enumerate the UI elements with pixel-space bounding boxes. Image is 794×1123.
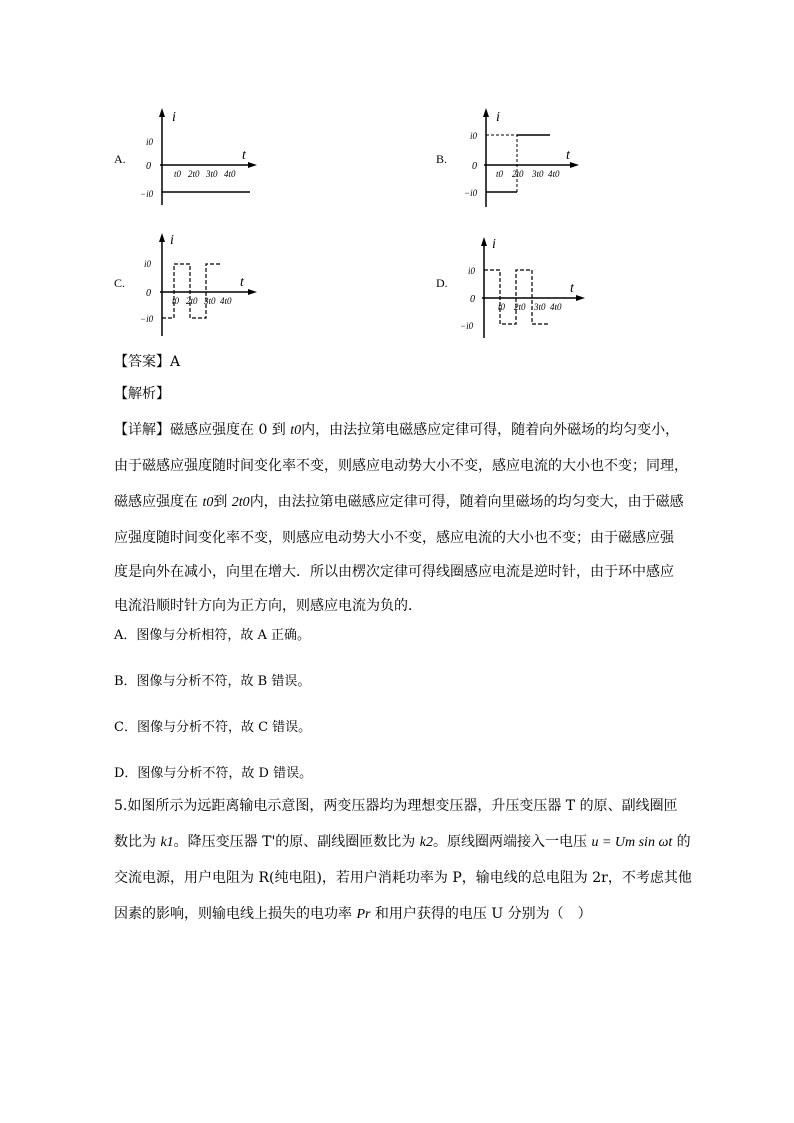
q5-line-3: 交流电源，用户电阻为 R(纯电阻)，若用户消耗功率为 P，输电线的总电阻为 2r，不考虑其他 — [114, 870, 692, 886]
tick-2t0: 2t0 — [514, 302, 526, 312]
graph-a — [140, 105, 260, 215]
tick-3t0: 3t0 — [532, 169, 544, 179]
graph-d — [462, 234, 587, 344]
detail-line-1: 【详解】磁感应强度在 0 到 t0内，由法拉第电磁感应定律可得，随着向外磁场的均匀变小， — [114, 422, 680, 438]
y-axis-label: i — [172, 110, 176, 125]
zero-label: 0 — [470, 294, 475, 305]
analysis-header: 【解析】 — [114, 386, 170, 402]
neg-i0-label: −i0 — [460, 321, 474, 331]
tick-3t0: 3t0 — [204, 296, 216, 306]
option-d-label: D. — [436, 276, 448, 290]
detail-line-5: 度是向外在减小，向里在增大．所以由楞次定律可得线圈感应电流是逆时针，由于环中感应 — [114, 564, 674, 580]
detail-line-4: 应强度随时间变化率不变，则感应电动势大小不变，感应电流的大小也不变；由于磁感应强 — [114, 530, 674, 546]
x-axis-label: t — [566, 148, 570, 163]
y-axis-label: i — [496, 110, 500, 125]
option-a-label: A. — [114, 152, 126, 166]
x-axis-label: t — [240, 275, 244, 290]
neg-i0-label: −i0 — [140, 189, 154, 199]
zero-label: 0 — [146, 288, 151, 299]
detail-line-2: 由于磁感应强度随时间变化率不变，则感应电动势大小不变，感应电流的大小也不变；同理， — [114, 458, 688, 474]
square-wave — [162, 264, 222, 318]
detail-line-3: 磁感应强度在 t0到 2t0内，由法拉第电磁感应定律可得，随着向里磁场的均匀变大，由于磁感 — [114, 494, 684, 510]
neg-i0-label: −i0 — [464, 188, 478, 198]
graph-c — [140, 230, 260, 340]
q5-line-4: 因素的影响，则输电线上损失的电功率 Pr 和用户获得的电压 U 分别为（ ） — [114, 906, 592, 922]
neg-i0-label: −i0 — [140, 314, 154, 324]
tick-2t0: 2t0 — [188, 169, 200, 179]
i0-label: i0 — [470, 131, 478, 141]
tick-3t0: 3t0 — [534, 302, 546, 312]
square-wave — [484, 270, 550, 324]
tick-3t0: 3t0 — [206, 169, 218, 179]
x-axis-label: t — [242, 148, 246, 163]
i0-label: i0 — [146, 137, 154, 147]
tick-4t0: 4t0 — [220, 296, 232, 306]
tick-t0: t0 — [172, 296, 180, 306]
zero-label: 0 — [146, 161, 151, 172]
i0-label: i0 — [468, 266, 476, 276]
tick-4t0: 4t0 — [550, 302, 562, 312]
answer-line: 【答案】A — [114, 354, 181, 370]
tick-4t0: 4t0 — [548, 169, 560, 179]
graph-b — [462, 105, 582, 215]
tick-t0: t0 — [496, 169, 504, 179]
i0-label: i0 — [144, 259, 152, 269]
conclusion-b: B．图像与分析不符，故 B 错误。 — [114, 674, 311, 689]
conclusion-c: C．图像与分析不符，故 C 错误。 — [114, 720, 312, 735]
tick-2t0: 2t0 — [186, 296, 198, 306]
q5-line-1: 5.如图所示为远距离输电示意图，两变压器均为理想变压器，升压变压器 T 的原、副线圈匝 — [114, 798, 678, 814]
zero-label: 0 — [472, 161, 477, 172]
conclusion-a: A．图像与分析相符，故 A 正确。 — [114, 628, 311, 643]
tick-2t0: 2t0 — [512, 169, 524, 179]
tick-4t0: 4t0 — [224, 169, 236, 179]
detail-line-6: 电流沿顺时针方向为正方向，则感应电流为负的． — [114, 598, 422, 614]
option-c-label: C. — [114, 276, 126, 290]
x-axis-label: t — [570, 281, 574, 296]
y-axis-label: i — [492, 237, 496, 252]
conclusion-d: D．图像与分析不符，故 D 错误。 — [114, 766, 313, 781]
option-b-label: B. — [436, 152, 448, 166]
y-axis-label: i — [170, 233, 174, 248]
q5-line-2: 数比为 k1。降压变压器 T'的原、副线圈匝数比为 k2。原线圈两端接入一电压 u = Um sin ωt 的 — [114, 834, 691, 850]
tick-t0: t0 — [174, 169, 182, 179]
tick-t0: t0 — [498, 302, 506, 312]
